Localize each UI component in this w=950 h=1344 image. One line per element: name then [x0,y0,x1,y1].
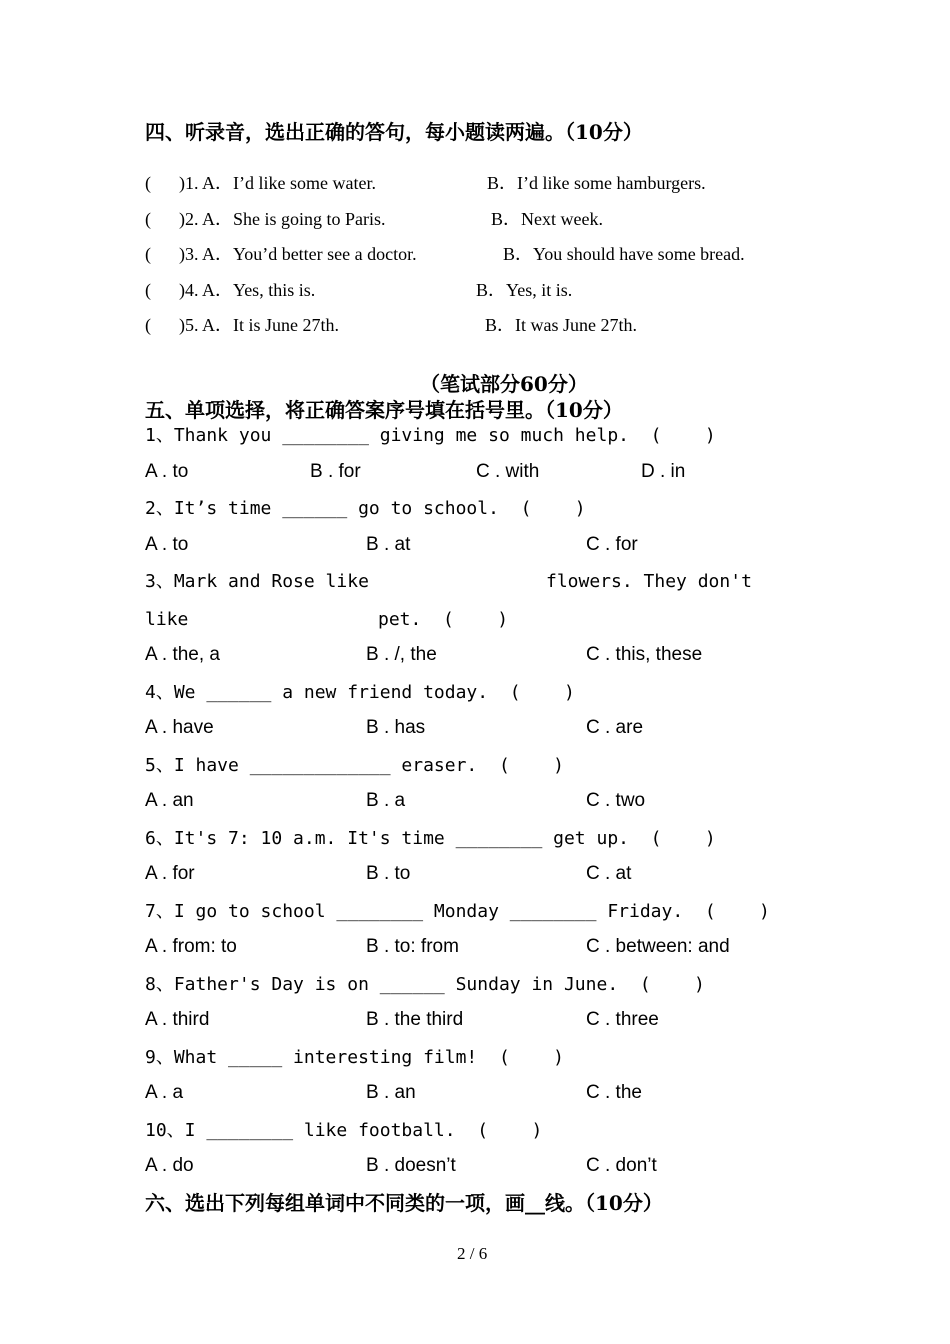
listening-item-5-option-a: )5. A．It is June 27th. [179,315,339,335]
section-5-title: 五、单项选择，将正确答案序号填在括号里。（10分） [145,398,623,422]
listening-item-2-paren: ( [145,209,151,229]
question-2-option-b: B . at [366,534,411,555]
question-5-option-a: A . an [145,790,194,811]
question-6-option-c: C . at [586,863,632,884]
question-7-option-c: C . between: and [586,936,730,957]
question-8-option-a: A . third [145,1009,210,1030]
question-2-option-a: A . to [145,534,189,555]
question-8-option-c: C . three [586,1009,659,1030]
listening-item-4-paren: ( [145,280,151,300]
question-3-stem-line1-start: 3、Mark and Rose like [145,571,369,592]
question-3-option-a: A . the, a [145,644,220,665]
question-10-option-a: A . do [145,1155,194,1176]
question-9-option-c: C . the [586,1082,642,1103]
question-10-option-c: C . don’t [586,1155,657,1176]
written-part-heading: （笔试部分60分） [420,372,588,396]
question-9-option-b: B . an [366,1082,416,1103]
question-10-stem: 10、I ________ like football. ( ) [145,1120,543,1141]
question-4-option-a: A . have [145,717,214,738]
listening-item-4-option-a: )4. A．Yes, this is. [179,280,316,300]
question-6-option-b: B . to [366,863,411,884]
question-5-stem: 5、I have _____________ eraser. ( ) [145,755,564,776]
question-1-option-c: C . with [476,461,540,482]
listening-item-3-option-b: B．You should have some bread. [503,244,745,264]
question-1-option-a: A . to [145,461,189,482]
question-4-option-b: B . has [366,717,426,738]
listening-item-3-option-a: )3. A．You’d better see a doctor. [179,244,417,264]
question-1-option-b: B . for [310,461,361,482]
question-9-stem: 9、What _____ interesting film! ( ) [145,1047,564,1068]
question-2-option-c: C . for [586,534,638,555]
question-3-stem-line2-start: like [145,609,189,630]
question-8-option-b: B . the third [366,1009,464,1030]
question-1-stem: 1、Thank you ________ giving me so much help. ( ) [145,425,716,446]
listening-item-1-option-a: )1. A．I’d like some water. [179,173,376,193]
section-4-title: 四、听录音，选出正确的答句，每小题读两遍。（10分） [145,120,643,144]
listening-item-5-paren: ( [145,315,151,335]
listening-item-4-option-b: B．Yes, it is. [476,280,573,300]
question-10-option-b: B . doesn’t [366,1155,456,1176]
question-9-option-a: A . a [145,1082,184,1103]
listening-item-1-option-b: B．I’d like some hamburgers. [487,173,706,193]
question-6-option-a: A . for [145,863,195,884]
question-3-stem-line1-end: flowers. They don't [546,571,752,592]
question-5-option-c: C . two [586,790,646,811]
listening-item-2-option-a: )2. A．She is going to Paris. [179,209,386,229]
listening-item-1-paren: ( [145,173,151,193]
question-4-stem: 4、We ______ a new friend today. ( ) [145,682,575,703]
question-4-option-c: C . are [586,717,644,738]
listening-item-2-option-b: B．Next week. [491,209,603,229]
question-5-option-b: B . a [366,790,406,811]
section-6-title: 六、选出下列每组单词中不同类的一项，画__线。（10分） [145,1191,663,1215]
question-3-option-c: C . this, these [586,644,703,665]
question-6-stem: 6、It's 7: 10 a.m. It's time ________ get up. ( ) [145,828,716,849]
page-number: 2 / 6 [457,1244,488,1263]
question-2-stem: 2、It’s time ______ go to school. ( ) [145,498,586,519]
question-7-option-a: A . from: to [145,936,237,957]
question-7-stem: 7、I go to school ________ Monday ________ Friday. ( ) [145,901,770,922]
listening-item-3-paren: ( [145,244,151,264]
question-8-stem: 8、Father's Day is on ______ Sunday in June. ( ) [145,974,705,995]
question-1-option-d: D . in [641,461,686,482]
question-3-stem-line2-end: pet. ( ) [378,609,509,630]
question-3-option-b: B . /, the [366,644,437,665]
listening-item-5-option-b: B．It was June 27th. [485,315,637,335]
question-7-option-b: B . to: from [366,936,459,957]
